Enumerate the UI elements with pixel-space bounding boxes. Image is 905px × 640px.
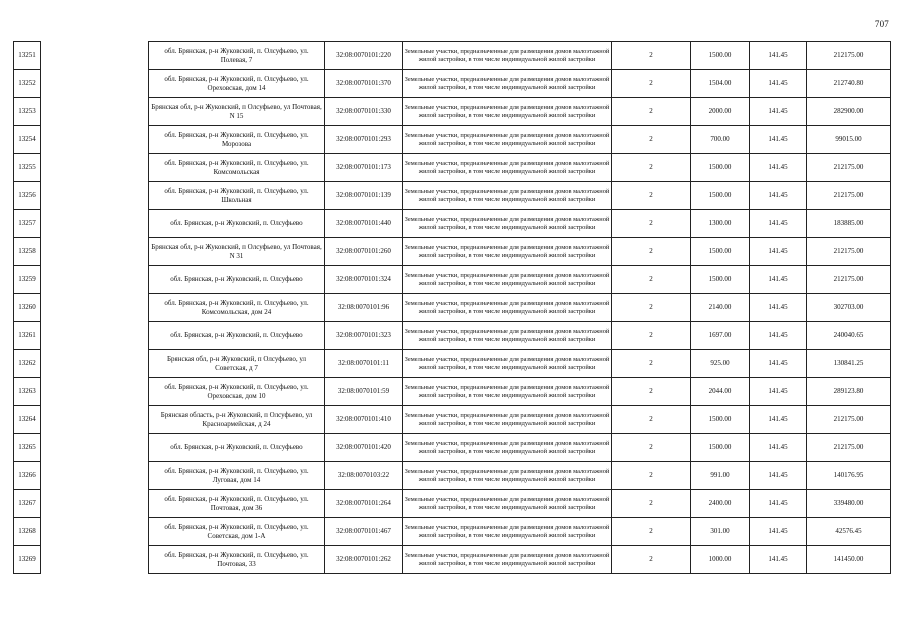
table-row: [14, 126, 891, 154]
cadastral-number-cell: 32:08:0070101:262: [325, 546, 403, 574]
group-cell: 2: [612, 490, 691, 518]
page-number: 707: [874, 19, 889, 29]
gap-cell: [41, 70, 149, 98]
cadastral-value-cell: 289123.80: [807, 378, 891, 406]
gap-cell: [41, 462, 149, 490]
land-purpose-cell: Земельные участки, предназначенные для размещения домов малоэтажной жилой застройки, в том числе индивидуальной жилой застройки: [403, 126, 612, 154]
cadastral-number-cell: 32:08:0070101:440: [325, 210, 403, 238]
address-cell: обл. Брянская, р-н Жуковский, п. Олсуфьево: [149, 210, 325, 238]
area-cell: 1500.00: [691, 238, 750, 266]
gap-cell: [41, 126, 149, 154]
table-row: [14, 490, 891, 518]
group-cell: 2: [612, 154, 691, 182]
table-row: [14, 518, 891, 546]
row-number-cell: 13257: [14, 210, 41, 238]
area-cell: 700.00: [691, 126, 750, 154]
address-cell: обл. Брянская, р-н Жуковский, п. Олсуфьево, ул. Комсомольская, дом 24: [149, 294, 325, 322]
cadastral-number-cell: 32:08:0070101:220: [325, 42, 403, 70]
cadastral-value-cell: 212175.00: [807, 154, 891, 182]
table-row: [14, 546, 891, 574]
row-number-cell: 13254: [14, 126, 41, 154]
table-row: [14, 266, 891, 294]
address-cell: обл. Брянская, р-н Жуковский, п. Олсуфьево, ул. Почтовая, 33: [149, 546, 325, 574]
table-body: [14, 42, 891, 574]
specific-value-cell: 141.45: [750, 182, 807, 210]
row-number-cell: 13259: [14, 266, 41, 294]
table-row: [14, 70, 891, 98]
row-number-cell: 13256: [14, 182, 41, 210]
gap-cell: [41, 182, 149, 210]
gap-cell: [41, 238, 149, 266]
cadastral-value-cell: 339480.00: [807, 490, 891, 518]
row-number-cell: 13261: [14, 322, 41, 350]
group-cell: 2: [612, 70, 691, 98]
cadastral-number-cell: 32:08:0070101:330: [325, 98, 403, 126]
area-cell: 925.00: [691, 350, 750, 378]
specific-value-cell: 141.45: [750, 546, 807, 574]
area-cell: 1504.00: [691, 70, 750, 98]
row-number-cell: 13268: [14, 518, 41, 546]
cadastral-value-cell: 212175.00: [807, 266, 891, 294]
group-cell: 2: [612, 294, 691, 322]
group-cell: 2: [612, 266, 691, 294]
group-cell: 2: [612, 434, 691, 462]
gap-cell: [41, 518, 149, 546]
gap-cell: [41, 378, 149, 406]
group-cell: 2: [612, 42, 691, 70]
land-purpose-cell: Земельные участки, предназначенные для размещения домов малоэтажной жилой застройки, в том числе индивидуальной жилой застройки: [403, 210, 612, 238]
address-cell: обл. Брянская, р-н Жуковский, п. Олсуфьево, ул. Морозова: [149, 126, 325, 154]
land-purpose-cell: Земельные участки, предназначенные для размещения домов малоэтажной жилой застройки, в том числе индивидуальной жилой застройки: [403, 406, 612, 434]
cadastral-number-cell: 32:08:0070101:96: [325, 294, 403, 322]
specific-value-cell: 141.45: [750, 238, 807, 266]
area-cell: 1500.00: [691, 182, 750, 210]
group-cell: 2: [612, 462, 691, 490]
area-cell: 1500.00: [691, 434, 750, 462]
table-row: [14, 98, 891, 126]
land-purpose-cell: Земельные участки, предназначенные для размещения домов малоэтажной жилой застройки, в том числе индивидуальной жилой застройки: [403, 322, 612, 350]
land-purpose-cell: Земельные участки, предназначенные для размещения домов малоэтажной жилой застройки, в том числе индивидуальной жилой застройки: [403, 154, 612, 182]
group-cell: 2: [612, 322, 691, 350]
area-cell: 1500.00: [691, 406, 750, 434]
row-number-cell: 13263: [14, 378, 41, 406]
area-cell: 2400.00: [691, 490, 750, 518]
area-cell: 2000.00: [691, 98, 750, 126]
area-cell: 2140.00: [691, 294, 750, 322]
group-cell: 2: [612, 98, 691, 126]
address-cell: обл. Брянская, р-н Жуковский, п. Олсуфьево, ул. Почтовая, дом 36: [149, 490, 325, 518]
cadastral-number-cell: 32:08:0070101:293: [325, 126, 403, 154]
group-cell: 2: [612, 546, 691, 574]
address-cell: обл. Брянская, р-н Жуковский, п. Олсуфьево, ул. Ореховская, дом 14: [149, 70, 325, 98]
group-cell: 2: [612, 126, 691, 154]
row-number-cell: 13252: [14, 70, 41, 98]
row-number-cell: 13255: [14, 154, 41, 182]
table-row: [14, 154, 891, 182]
row-number-cell: 13253: [14, 98, 41, 126]
address-cell: Брянская обл, р-н Жуковский, п Олсуфьево, ул Почтовая, N 15: [149, 98, 325, 126]
row-number-cell: 13269: [14, 546, 41, 574]
land-purpose-cell: Земельные участки, предназначенные для размещения домов малоэтажной жилой застройки, в том числе индивидуальной жилой застройки: [403, 546, 612, 574]
specific-value-cell: 141.45: [750, 462, 807, 490]
row-number-cell: 13265: [14, 434, 41, 462]
address-cell: Брянская область, р-н Жуковский, п Олсуфьево, ул Красноармейская, д 24: [149, 406, 325, 434]
gap-cell: [41, 322, 149, 350]
cadastral-number-cell: 32:08:0070101:420: [325, 434, 403, 462]
cadastral-number-cell: 32:08:0070101:59: [325, 378, 403, 406]
specific-value-cell: 141.45: [750, 154, 807, 182]
group-cell: 2: [612, 350, 691, 378]
table-row: [14, 462, 891, 490]
specific-value-cell: 141.45: [750, 70, 807, 98]
cadastral-value-cell: 302703.00: [807, 294, 891, 322]
gap-cell: [41, 490, 149, 518]
row-number-cell: 13266: [14, 462, 41, 490]
cadastral-value-cell: 240040.65: [807, 322, 891, 350]
cadastral-value-cell: 99015.00: [807, 126, 891, 154]
gap-cell: [41, 350, 149, 378]
area-cell: 1500.00: [691, 42, 750, 70]
cadastral-number-cell: 32:08:0070101:467: [325, 518, 403, 546]
group-cell: 2: [612, 238, 691, 266]
area-cell: 1500.00: [691, 266, 750, 294]
gap-cell: [41, 42, 149, 70]
table-row: [14, 294, 891, 322]
land-purpose-cell: Земельные участки, предназначенные для размещения домов малоэтажной жилой застройки, в том числе индивидуальной жилой застройки: [403, 462, 612, 490]
row-number-cell: 13251: [14, 42, 41, 70]
gap-cell: [41, 406, 149, 434]
cadastral-value-cell: 212175.00: [807, 406, 891, 434]
specific-value-cell: 141.45: [750, 350, 807, 378]
land-purpose-cell: Земельные участки, предназначенные для размещения домов малоэтажной жилой застройки, в том числе индивидуальной жилой застройки: [403, 518, 612, 546]
cadastral-number-cell: 32:08:0070101:139: [325, 182, 403, 210]
address-cell: обл. Брянская, р-н Жуковский, п. Олсуфьево, ул. Школьная: [149, 182, 325, 210]
specific-value-cell: 141.45: [750, 294, 807, 322]
specific-value-cell: 141.45: [750, 98, 807, 126]
cadastral-value-cell: 212740.80: [807, 70, 891, 98]
specific-value-cell: 141.45: [750, 378, 807, 406]
area-cell: 301.00: [691, 518, 750, 546]
land-purpose-cell: Земельные участки, предназначенные для размещения домов малоэтажной жилой застройки, в том числе индивидуальной жилой застройки: [403, 434, 612, 462]
specific-value-cell: 141.45: [750, 42, 807, 70]
gap-cell: [41, 98, 149, 126]
address-cell: Брянская обл, р-н Жуковский, п Олсуфьево, ул Советская, д 7: [149, 350, 325, 378]
group-cell: 2: [612, 378, 691, 406]
cadastral-value-cell: 141450.00: [807, 546, 891, 574]
gap-cell: [41, 154, 149, 182]
area-cell: 1500.00: [691, 154, 750, 182]
land-purpose-cell: Земельные участки, предназначенные для размещения домов малоэтажной жилой застройки, в том числе индивидуальной жилой застройки: [403, 378, 612, 406]
row-number-cell: 13264: [14, 406, 41, 434]
specific-value-cell: 141.45: [750, 126, 807, 154]
table-row: [14, 434, 891, 462]
cadastral-value-cell: 212175.00: [807, 42, 891, 70]
cadastral-value-cell: 212175.00: [807, 238, 891, 266]
gap-cell: [41, 294, 149, 322]
area-cell: 1300.00: [691, 210, 750, 238]
address-cell: обл. Брянская, р-н Жуковский, п. Олсуфьево, ул. Ореховская, дом 10: [149, 378, 325, 406]
cadastral-number-cell: 32:08:0070101:370: [325, 70, 403, 98]
area-cell: 1000.00: [691, 546, 750, 574]
address-cell: обл. Брянская, р-н Жуковский, п. Олсуфьево, ул. Луговая, дом 14: [149, 462, 325, 490]
area-cell: 2044.00: [691, 378, 750, 406]
cadastral-value-cell: 212175.00: [807, 182, 891, 210]
area-cell: 991.00: [691, 462, 750, 490]
land-purpose-cell: Земельные участки, предназначенные для размещения домов малоэтажной жилой застройки, в том числе индивидуальной жилой застройки: [403, 182, 612, 210]
table-row: [14, 322, 891, 350]
table-row: [14, 238, 891, 266]
land-purpose-cell: Земельные участки, предназначенные для размещения домов малоэтажной жилой застройки, в том числе индивидуальной жилой застройки: [403, 350, 612, 378]
land-purpose-cell: Земельные участки, предназначенные для размещения домов малоэтажной жилой застройки, в том числе индивидуальной жилой застройки: [403, 42, 612, 70]
group-cell: 2: [612, 210, 691, 238]
land-purpose-cell: Земельные участки, предназначенные для размещения домов малоэтажной жилой застройки, в том числе индивидуальной жилой застройки: [403, 294, 612, 322]
land-purpose-cell: Земельные участки, предназначенные для размещения домов малоэтажной жилой застройки, в том числе индивидуальной жилой застройки: [403, 98, 612, 126]
table-row: [14, 210, 891, 238]
row-number-cell: 13260: [14, 294, 41, 322]
cadastral-number-cell: 32:08:0070101:323: [325, 322, 403, 350]
specific-value-cell: 141.45: [750, 490, 807, 518]
cadastral-value-cell: 212175.00: [807, 434, 891, 462]
group-cell: 2: [612, 518, 691, 546]
cadastral-number-cell: 32:08:0070101:410: [325, 406, 403, 434]
cadastral-number-cell: 32:08:0070101:11: [325, 350, 403, 378]
gap-cell: [41, 434, 149, 462]
cadastral-number-cell: 32:08:0070101:324: [325, 266, 403, 294]
specific-value-cell: 141.45: [750, 518, 807, 546]
cadastral-number-cell: 32:08:0070101:260: [325, 238, 403, 266]
row-number-cell: 13258: [14, 238, 41, 266]
cadastral-number-cell: 32:08:0070103:22: [325, 462, 403, 490]
cadastral-number-cell: 32:08:0070101:264: [325, 490, 403, 518]
group-cell: 2: [612, 182, 691, 210]
table-row: [14, 42, 891, 70]
row-number-cell: 13262: [14, 350, 41, 378]
specific-value-cell: 141.45: [750, 322, 807, 350]
cadastral-value-cell: 282900.00: [807, 98, 891, 126]
specific-value-cell: 141.45: [750, 434, 807, 462]
gap-cell: [41, 210, 149, 238]
cadastral-value-cell: 140176.95: [807, 462, 891, 490]
table-row: [14, 350, 891, 378]
land-purpose-cell: Земельные участки, предназначенные для размещения домов малоэтажной жилой застройки, в том числе индивидуальной жилой застройки: [403, 70, 612, 98]
address-cell: обл. Брянская, р-н Жуковский, п. Олсуфьево: [149, 322, 325, 350]
table-row: [14, 406, 891, 434]
specific-value-cell: 141.45: [750, 266, 807, 294]
cadastral-number-cell: 32:08:0070101:173: [325, 154, 403, 182]
gap-cell: [41, 546, 149, 574]
area-cell: 1697.00: [691, 322, 750, 350]
row-number-cell: 13267: [14, 490, 41, 518]
specific-value-cell: 141.45: [750, 210, 807, 238]
address-cell: обл. Брянская, р-н Жуковский, п. Олсуфьево, ул. Комсомольская: [149, 154, 325, 182]
address-cell: обл. Брянская, р-н Жуковский, п. Олсуфьево: [149, 434, 325, 462]
table-row: [14, 182, 891, 210]
address-cell: обл. Брянская, р-н Жуковский, п. Олсуфьево, ул. Полевая, 7: [149, 42, 325, 70]
cadastral-value-cell: 130841.25: [807, 350, 891, 378]
cadastral-value-cell: 183885.00: [807, 210, 891, 238]
land-registry-table: [13, 41, 891, 574]
address-cell: Брянская обл, р-н Жуковский, п Олсуфьево, ул Почтовая, N 31: [149, 238, 325, 266]
land-purpose-cell: Земельные участки, предназначенные для размещения домов малоэтажной жилой застройки, в том числе индивидуальной жилой застройки: [403, 238, 612, 266]
group-cell: 2: [612, 406, 691, 434]
land-purpose-cell: Земельные участки, предназначенные для размещения домов малоэтажной жилой застройки, в том числе индивидуальной жилой застройки: [403, 490, 612, 518]
cadastral-value-cell: 42576.45: [807, 518, 891, 546]
specific-value-cell: 141.45: [750, 406, 807, 434]
gap-cell: [41, 266, 149, 294]
address-cell: обл. Брянская, р-н Жуковский, п. Олсуфьево, ул. Советская, дом 1-А: [149, 518, 325, 546]
table-row: [14, 378, 891, 406]
land-purpose-cell: Земельные участки, предназначенные для размещения домов малоэтажной жилой застройки, в том числе индивидуальной жилой застройки: [403, 266, 612, 294]
address-cell: обл. Брянская, р-н Жуковский, п. Олсуфьево: [149, 266, 325, 294]
